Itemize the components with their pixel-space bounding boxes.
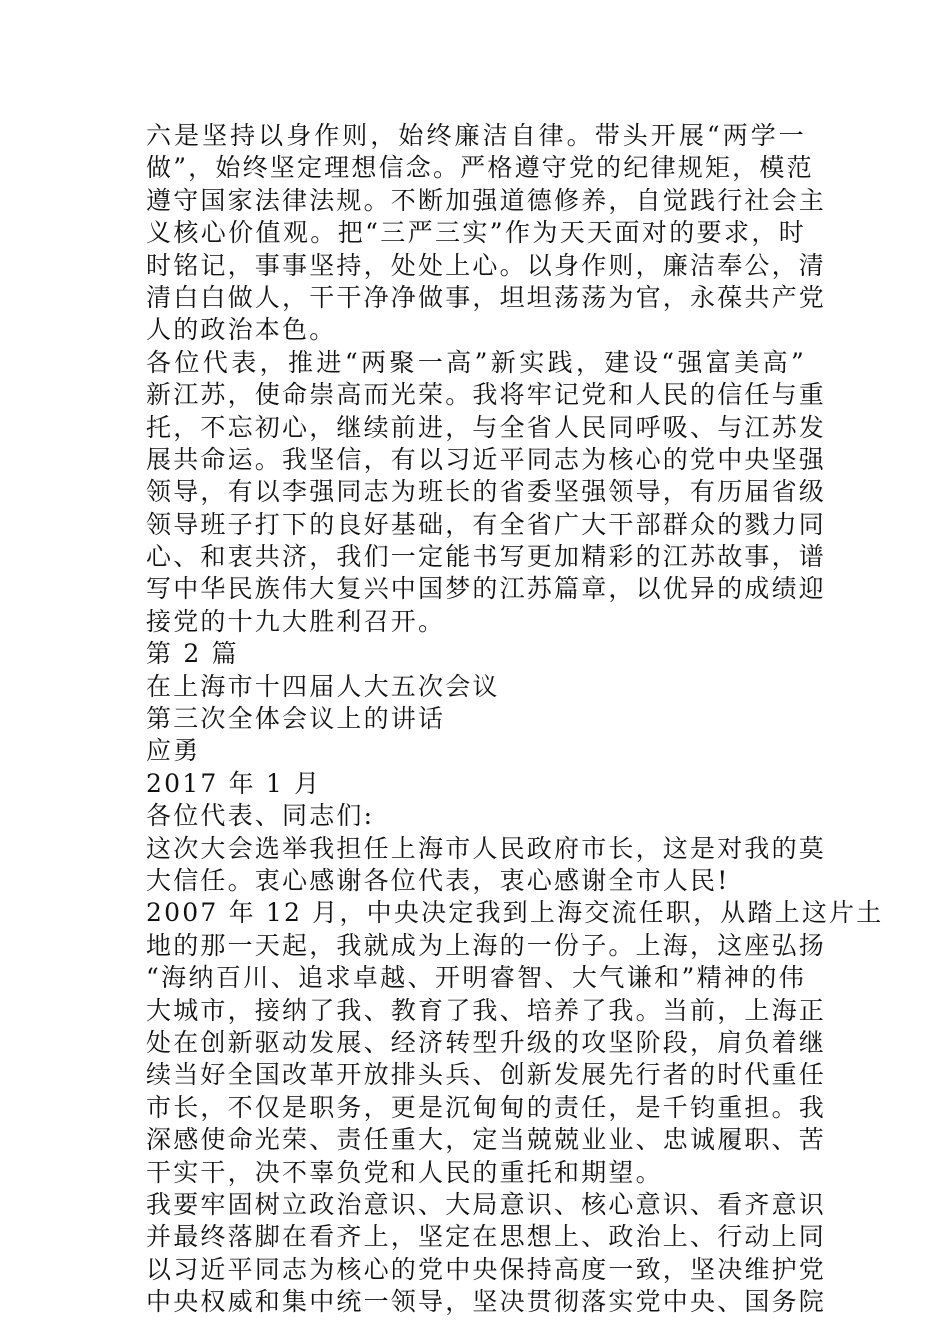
text-line: 时铭记，事事坚持，处处上心。以身作则，廉洁奉公，清 — [146, 250, 827, 280]
document-body — [146, 120, 884, 1318]
paragraph-p11 — [146, 1189, 827, 1319]
text-line: 义核心价值观。把“三严三实”作为天天面对的要求，时 — [146, 218, 806, 248]
text-line: 遵守国家法律法规。不断加强道德修养，自觉践行社会主 — [146, 185, 827, 215]
paragraph-p1 — [146, 120, 827, 347]
text-line: 续当好全国改革开放排头兵、创新发展先行者的时代重任 — [146, 1060, 827, 1090]
text-line: 各位代表，推进“两聚一高”新实践，建设“强富美高” — [146, 347, 806, 377]
paragraph-p4 — [146, 671, 806, 703]
text-line: 深感使命光荣、责任重大，定当兢兢业业、忠诚履职、苦 — [146, 1125, 827, 1155]
paragraph-p10 — [146, 897, 884, 1189]
text-line: 托，不忘初心，继续前进，与全省人民同呼吸、与江苏发 — [146, 412, 827, 442]
text-line: 市长，不仅是职务，更是沉甸甸的责任，是千钧重担。我 — [146, 1092, 827, 1122]
paragraph-p8 — [146, 800, 806, 832]
text-line: 接党的十九大胜利召开。 — [146, 606, 446, 636]
text-line: 我要牢固树立政治意识、大局意识、核心意识、看齐意识 — [146, 1189, 827, 1219]
paragraph-p7 — [146, 768, 806, 800]
text-line: 这次大会选举我担任上海市人民政府市长，这是对我的莫 — [146, 833, 827, 863]
text-line: 新江苏，使命崇高而光荣。我将牢记党和人民的信任与重 — [146, 380, 827, 410]
text-line: 大信任。衷心感谢各位代表，衷心感谢全市人民! — [146, 865, 730, 895]
text-line: 领导班子打下的良好基础，有全省广大干部群众的戮力同 — [146, 509, 827, 539]
text-line: 领导，有以李强同志为班长的省委坚强领导，有历届省级 — [146, 477, 827, 507]
text-line: 清白白做人，干干净净做事，坦坦荡荡为官，永葆共产党 — [146, 282, 827, 312]
paragraph-p5 — [146, 703, 806, 735]
text-line: 做”，始终坚定理想信念。严格遵守党的纪律规矩，模范 — [146, 153, 814, 183]
paragraph-p6 — [146, 735, 806, 767]
paragraph-p9 — [146, 833, 827, 898]
text-line: 中央权威和集中统一领导，坚决贯彻落实党中央、国务院 — [146, 1287, 827, 1317]
text-line: 以习近平同志为核心的党中央保持高度一致，坚决维护党 — [146, 1254, 827, 1284]
text-line: 展共命运。我坚信，有以习近平同志为核心的党中央坚强 — [146, 444, 827, 474]
text-line: 大城市，接纳了我、教育了我、培养了我。当前，上海正 — [146, 995, 827, 1025]
text-line: “海纳百川、追求卓越、开明睿智、大气谦和”精神的伟 — [146, 963, 806, 993]
text-line: 处在创新驱动发展、经济转型升级的攻坚阶段，肩负着继 — [146, 1027, 827, 1057]
text-line: 地的那一天起，我就成为上海的一份子。上海，这座弘扬 — [146, 930, 827, 960]
text-line: 2007 年 12 月，中央决定我到上海交流任职，从踏上这片土 — [146, 898, 884, 928]
text-line: 在上海市十四届人大五次会议 — [146, 671, 500, 701]
text-line: 各位代表、同志们: — [146, 801, 375, 831]
text-line: 应勇 — [146, 736, 201, 766]
text-line: 干实干，决不辜负党和人民的重托和期望。 — [146, 1157, 663, 1187]
paragraph-p2 — [146, 347, 827, 639]
text-line: 心、和衷共济，我们一定能书写更加精彩的江苏故事，谱 — [146, 542, 827, 572]
paragraph-p3 — [146, 638, 806, 670]
text-line: 第 2 篇 — [146, 639, 239, 669]
text-line: 写中华民族伟大复兴中国梦的江苏篇章，以优异的成绩迎 — [146, 574, 827, 604]
text-line: 2017 年 1 月 — [146, 768, 322, 798]
text-line: 六是坚持以身作则，始终廉洁自律。带头开展“两学一 — [146, 121, 806, 150]
text-line: 并最终落脚在看齐上，坚定在思想上、政治上、行动上同 — [146, 1222, 827, 1252]
text-line: 第三次全体会议上的讲话 — [146, 704, 446, 734]
text-line: 人的政治本色。 — [146, 315, 337, 345]
